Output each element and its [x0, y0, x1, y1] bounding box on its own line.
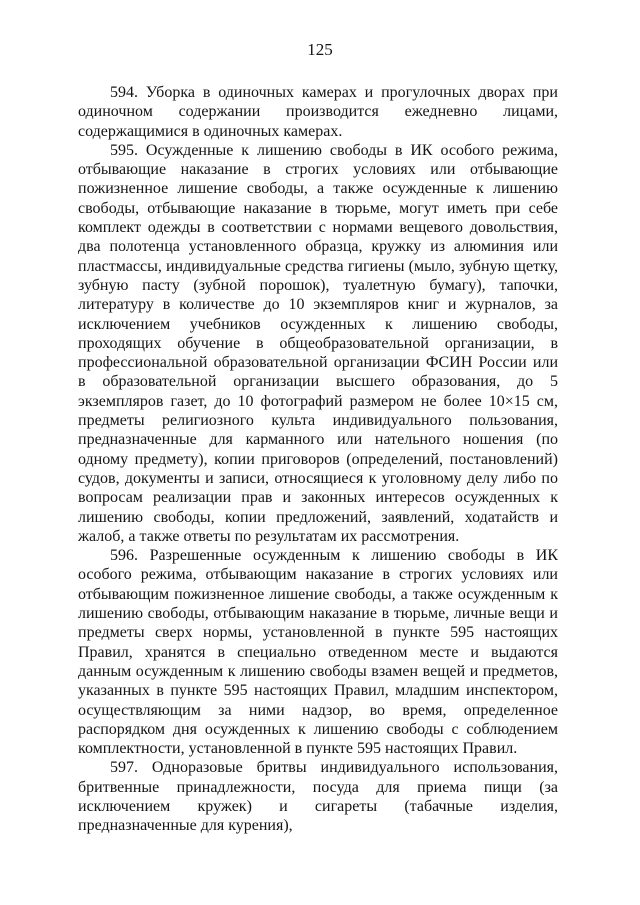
- page-number: 125: [307, 40, 333, 59]
- document-body: [78, 83, 558, 836]
- paragraph-595: 595. Осужденные к лишению свободы в ИК особого режима, отбывающие наказание в строгих условиях или отбывающие пожизненное лишение свободы, а также осужденные к лишению свободы, отбывающие наказание в тюрьме, могут иметь при себе комплект одежды в соответствии с нормами вещевого довольствия, два полотенца установленного образца, кружку из алюминия или пластмассы, индивидуальные средства гигиены (мыло, зубную щетку, зубную пасту (зубной порошок), туалетную бумагу), тапочки, литературу в количестве до 10 экземпляров книг и журналов, за исключением учебников осужденных к лишению свободы, проходящих обучение в общеобразовательной организации, в профессиональной образовательной организации ФСИН России или в образовательной организации высшего образования, до 5 экземпляров газет, до 10 фотографий размером не более 10×15 см, предметы религиозного культа индивидуального пользования, предназначенные для карманного или нательного ношения (по одному предмету), копии приговоров (определений, постановлений) судов, документы и записи, относящиеся к уголовному делу либо по вопросам реализации прав и законных интересов осужденных к лишению свободы, копии предложений, заявлений, ходатайств и жалоб, а также ответы по результатам их рассмотрения.: [78, 141, 558, 545]
- paragraph-597: 597. Одноразовые бритвы индивидуального использования, бритвенные принадлежности, посуда для приема пищи (за исключением кружек) и сигареты (табачные изделия, предназначенные для курения),: [78, 759, 558, 835]
- paragraph-594: 594. Уборка в одиночных камерах и прогулочных дворах при одиночном содержании производится ежедневно лицами, содержащимися в одиночных камерах.: [78, 84, 558, 140]
- paragraph-596: 596. Разрешенные осужденным к лишению свободы в ИК особого режима, отбывающим наказание в строгих условиях или отбывающим пожизненное лишение свободы, а также осужденным к лишению свободы, отбывающим наказание в тюрьме, личные вещи и предметы сверх нормы, установленной в пункте 595 настоящих Правил, хранятся в специально отведенном месте и выдаются данным осужденным к лишению свободы взамен вещей и предметов, указанных в пункте 595 настоящих Правил, младшим инспектором, осуществляющим за ними надзор, во время, определенное распорядком дня осужденных к лишению свободы с соблюдением комплектности, установленной в пункте 595 настоящих Правил.: [78, 547, 558, 758]
